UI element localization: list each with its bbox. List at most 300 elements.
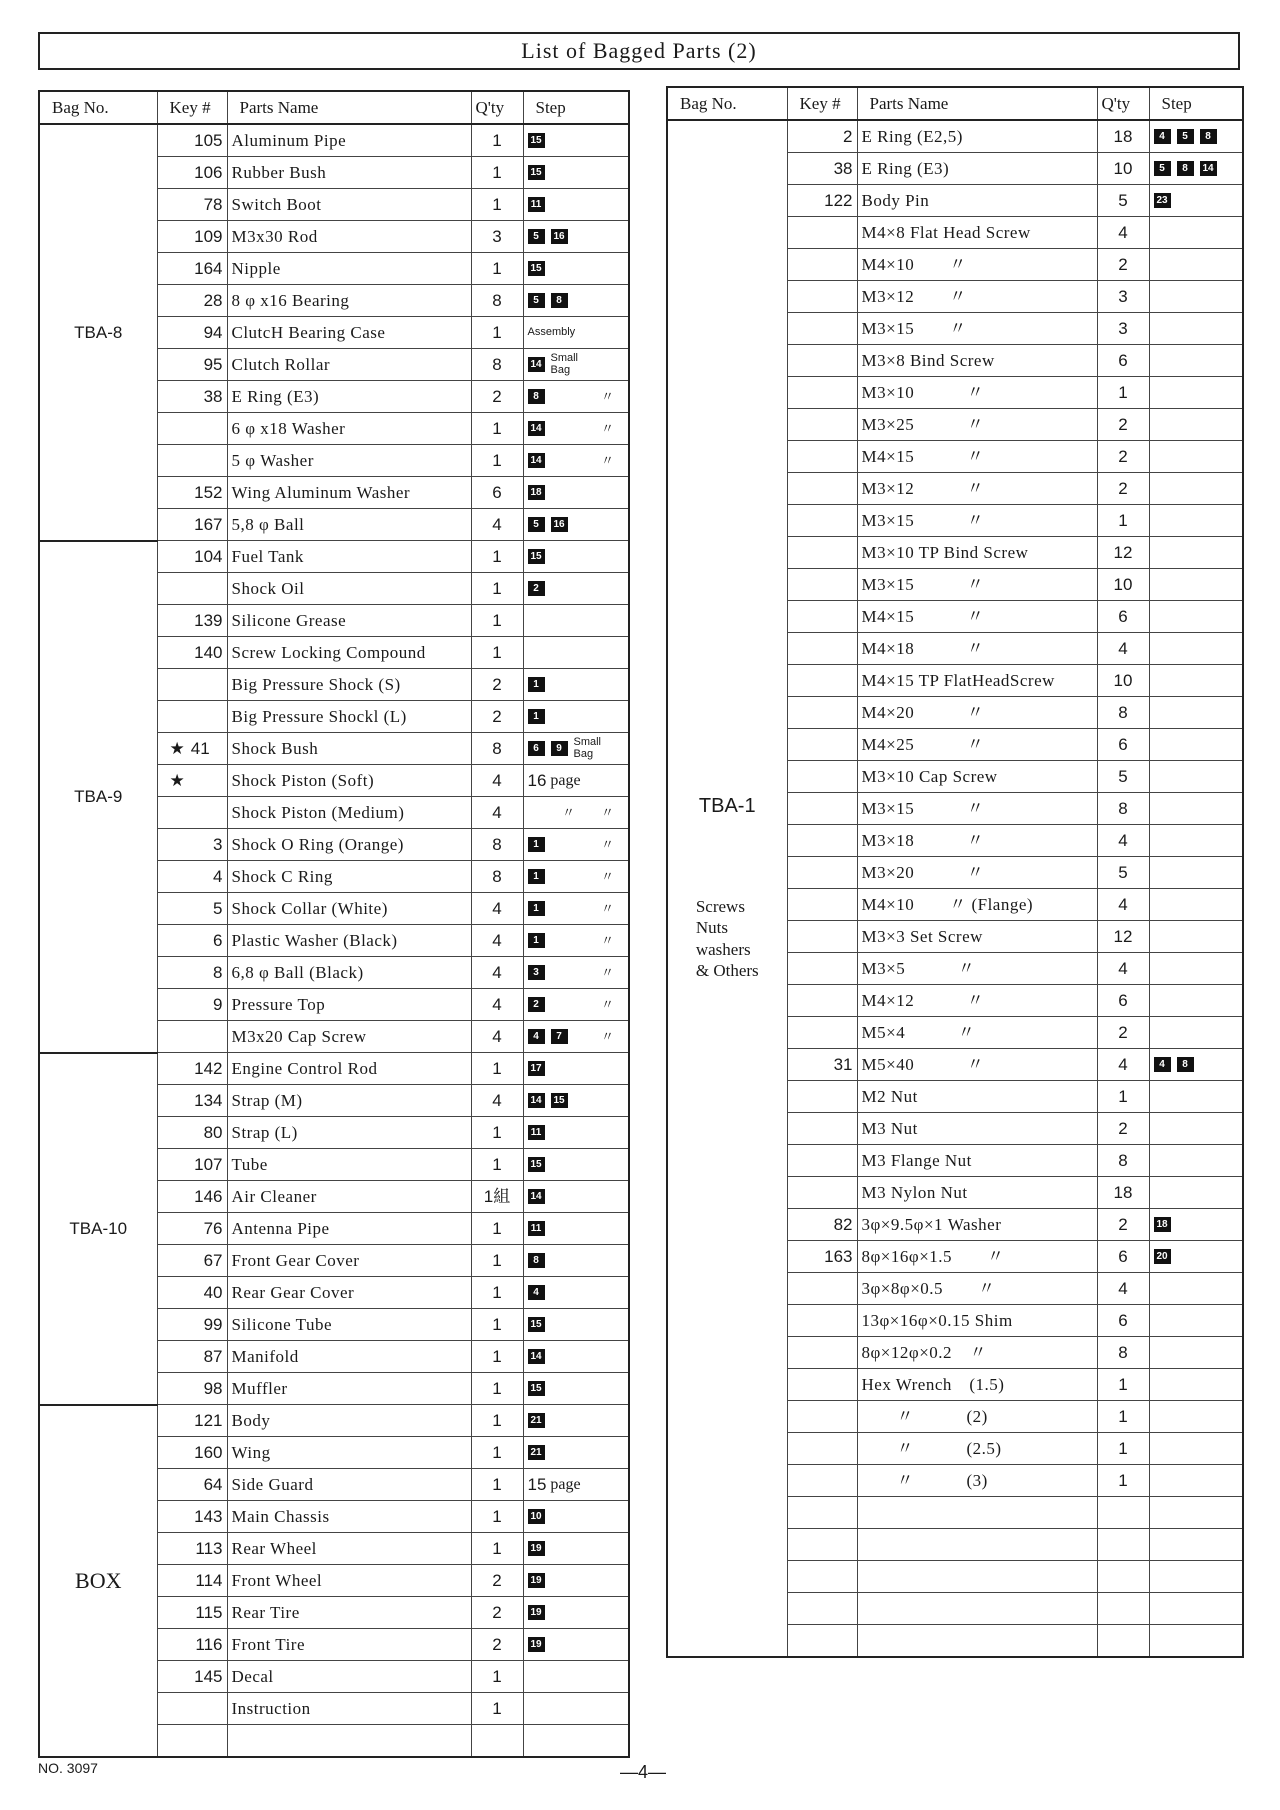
key-cell	[787, 761, 857, 793]
part-name: M3x30 Rod	[227, 221, 471, 253]
key-cell	[787, 281, 857, 313]
key-number: 122	[824, 191, 853, 210]
step-badge: 15	[528, 261, 545, 276]
step-content	[528, 1189, 625, 1204]
key-cell	[157, 1021, 227, 1053]
step-cell	[1149, 120, 1243, 153]
part-quantity: 8	[1097, 697, 1149, 729]
key-cell	[157, 1373, 227, 1405]
step-cell	[523, 957, 629, 989]
part-name: Main Chassis	[227, 1501, 471, 1533]
step-cell	[523, 1501, 629, 1533]
part-name	[857, 1497, 1097, 1529]
step-content	[528, 1476, 625, 1493]
key-cell	[787, 537, 857, 569]
step-badge: 18	[1154, 1217, 1171, 1232]
key-cell	[157, 605, 227, 637]
header-bag-no: Bag No.	[667, 87, 787, 120]
key-cell	[787, 249, 857, 281]
key-number: 145	[194, 1667, 223, 1686]
table-row	[667, 120, 1243, 153]
step-cell	[1149, 985, 1243, 1017]
key-cell	[787, 1241, 857, 1273]
step-badge: 5	[528, 293, 545, 308]
step-cell	[523, 1533, 629, 1565]
part-quantity: 8	[471, 733, 523, 765]
part-quantity: 1	[471, 1661, 523, 1693]
part-name: M5×40 〃	[857, 1049, 1097, 1081]
step-page-label: page	[550, 771, 581, 789]
step-cell	[1149, 377, 1243, 409]
step-content	[528, 1061, 625, 1076]
key-cell	[157, 285, 227, 317]
part-name: Aluminum Pipe	[227, 124, 471, 157]
table-row	[39, 541, 629, 573]
part-quantity: 1	[471, 317, 523, 349]
step-badge: 11	[528, 1125, 545, 1140]
part-quantity: 6	[1097, 1305, 1149, 1337]
step-badge: 8	[1177, 161, 1194, 176]
key-cell	[787, 1017, 857, 1049]
step-cell	[1149, 921, 1243, 953]
step-content	[528, 421, 625, 436]
key-number: 98	[203, 1379, 223, 1398]
step-cell	[1149, 441, 1243, 473]
step-badge: 14	[1200, 161, 1217, 176]
part-quantity: 18	[1097, 1177, 1149, 1209]
header-step: Step	[523, 91, 629, 124]
step-badge: 14	[528, 357, 545, 372]
part-quantity: 1	[471, 1405, 523, 1437]
part-quantity: 2	[471, 381, 523, 413]
part-quantity: 4	[1097, 1273, 1149, 1305]
part-name: M4×15 〃	[857, 441, 1097, 473]
step-cell	[523, 157, 629, 189]
key-cell	[157, 1085, 227, 1117]
step-cell	[523, 1469, 629, 1501]
key-cell	[157, 253, 227, 285]
part-quantity: 6	[471, 477, 523, 509]
step-cell	[523, 189, 629, 221]
step-cell	[523, 541, 629, 573]
step-cell	[1149, 1561, 1243, 1593]
step-badge: 3	[528, 965, 545, 980]
key-cell	[787, 1433, 857, 1465]
ditto-mark: 〃	[600, 389, 614, 404]
part-name: Rubber Bush	[227, 157, 471, 189]
part-name: M3×12 〃	[857, 281, 1097, 313]
step-cell	[1149, 1305, 1243, 1337]
part-quantity: 12	[1097, 921, 1149, 953]
part-quantity: 4	[1097, 1049, 1149, 1081]
step-content	[528, 1605, 625, 1620]
bag-number: TBA-10	[39, 1053, 157, 1405]
key-cell	[787, 409, 857, 441]
step-badge: 4	[1154, 1057, 1171, 1072]
key-cell	[157, 861, 227, 893]
step-cell	[1149, 1593, 1243, 1625]
key-cell	[787, 697, 857, 729]
step-badge: 14	[528, 453, 545, 468]
step-cell	[523, 253, 629, 285]
key-number: 152	[194, 483, 223, 502]
key-number: 80	[203, 1123, 223, 1142]
step-badge: 20	[1154, 1249, 1171, 1264]
key-cell	[787, 1497, 857, 1529]
step-badge: 4	[1154, 129, 1171, 144]
part-quantity: 1	[1097, 1369, 1149, 1401]
part-name: M5×4 〃	[857, 1017, 1097, 1049]
part-name: M4×10 〃	[857, 249, 1097, 281]
part-name: 6,8 φ Ball (Black)	[227, 957, 471, 989]
part-quantity: 1	[471, 637, 523, 669]
key-cell	[157, 1725, 227, 1758]
step-badge: 15	[528, 1157, 545, 1172]
key-number: 38	[833, 159, 853, 178]
part-name: M4×15 〃	[857, 601, 1097, 633]
header-parts-name: Parts Name	[857, 87, 1097, 120]
part-name: M3×12 〃	[857, 473, 1097, 505]
key-cell	[787, 1529, 857, 1561]
step-badge: 7	[551, 1029, 568, 1044]
part-quantity: 1	[471, 189, 523, 221]
part-name: Hex Wrench (1.5)	[857, 1369, 1097, 1401]
part-name: M4×20 〃	[857, 697, 1097, 729]
key-cell	[787, 377, 857, 409]
table-header-row	[667, 87, 1243, 120]
step-badge: 11	[528, 1221, 545, 1236]
key-number: 41	[190, 739, 210, 758]
part-name: Shock Piston (Medium)	[227, 797, 471, 829]
ditto-mark: 〃	[600, 933, 614, 948]
key-number: 95	[203, 355, 223, 374]
part-quantity: 8	[1097, 1337, 1149, 1369]
key-cell	[787, 633, 857, 665]
key-cell	[157, 925, 227, 957]
part-quantity: 1	[1097, 1465, 1149, 1497]
key-number: 106	[194, 163, 223, 182]
part-quantity: 4	[471, 925, 523, 957]
step-content	[528, 229, 625, 244]
part-quantity: 1	[471, 1117, 523, 1149]
step-badge: 1	[528, 933, 545, 948]
part-name: Strap (L)	[227, 1117, 471, 1149]
part-name: Pressure Top	[227, 989, 471, 1021]
step-content	[528, 737, 625, 760]
part-quantity: 4	[471, 1085, 523, 1117]
step-cell	[523, 797, 629, 829]
key-cell	[157, 573, 227, 605]
key-cell	[157, 957, 227, 989]
key-number: 115	[195, 1603, 223, 1622]
key-number: 28	[203, 291, 223, 310]
part-quantity: 6	[1097, 985, 1149, 1017]
step-note: Small Bag	[550, 351, 579, 376]
part-quantity: 1	[471, 1373, 523, 1405]
step-badge: 5	[528, 517, 545, 532]
step-cell	[523, 509, 629, 541]
part-quantity	[1097, 1593, 1149, 1625]
step-cell	[523, 1661, 629, 1693]
step-page-number: 15	[527, 1475, 547, 1494]
key-cell	[787, 601, 857, 633]
step-content	[528, 997, 625, 1012]
part-name	[857, 1529, 1097, 1561]
key-cell	[157, 124, 227, 157]
part-name: M3×10 Cap Screw	[857, 761, 1097, 793]
part-name: Engine Control Rod	[227, 1053, 471, 1085]
part-quantity: 2	[1097, 441, 1149, 473]
step-cell	[523, 1373, 629, 1405]
key-cell	[157, 1533, 227, 1565]
part-quantity: 1	[1097, 505, 1149, 537]
step-cell	[1149, 1113, 1243, 1145]
step-content	[528, 1253, 625, 1268]
part-quantity: 1	[471, 1341, 523, 1373]
part-quantity: 1組	[471, 1181, 523, 1213]
part-quantity: 4	[1097, 825, 1149, 857]
step-cell	[1149, 217, 1243, 249]
part-quantity: 6	[1097, 1241, 1149, 1273]
part-quantity: 6	[1097, 345, 1149, 377]
key-number: 38	[203, 387, 223, 406]
key-cell	[157, 349, 227, 381]
key-number: 31	[833, 1055, 853, 1074]
step-content	[528, 485, 625, 500]
step-content	[528, 1413, 625, 1428]
key-number: 6	[213, 931, 223, 950]
part-name: Side Guard	[227, 1469, 471, 1501]
part-name: E Ring (E3)	[857, 153, 1097, 185]
step-cell	[523, 1405, 629, 1437]
step-cell	[523, 861, 629, 893]
step-cell	[523, 1597, 629, 1629]
part-quantity: 8	[471, 285, 523, 317]
part-name: M4×18 〃	[857, 633, 1097, 665]
step-cell	[523, 1437, 629, 1469]
key-cell	[157, 1341, 227, 1373]
part-quantity: 2	[471, 1597, 523, 1629]
part-name: 8φ×16φ×1.5 〃	[857, 1241, 1097, 1273]
part-name: 5 φ Washer	[227, 445, 471, 477]
key-cell	[157, 733, 227, 765]
step-cell	[523, 1693, 629, 1725]
step-badge: 17	[528, 1061, 545, 1076]
key-cell	[157, 221, 227, 253]
step-cell	[523, 124, 629, 157]
step-cell	[523, 1725, 629, 1758]
step-cell	[523, 381, 629, 413]
part-name: M3 Nut	[857, 1113, 1097, 1145]
page-number: —4—	[620, 1762, 667, 1782]
part-quantity: 1	[471, 124, 523, 157]
part-quantity: 8	[1097, 793, 1149, 825]
part-quantity: 5	[1097, 185, 1149, 217]
step-content	[1154, 161, 1239, 176]
key-number: 116	[195, 1635, 223, 1654]
key-number: 160	[194, 1443, 223, 1462]
part-name: Switch Boot	[227, 189, 471, 221]
part-name: Shock O Ring (Orange)	[227, 829, 471, 861]
step-cell	[523, 1245, 629, 1277]
part-quantity: 4	[471, 989, 523, 1021]
key-cell	[157, 317, 227, 349]
part-name: Shock C Ring	[227, 861, 471, 893]
part-name: Wing Aluminum Washer	[227, 477, 471, 509]
step-content	[528, 133, 625, 148]
key-cell	[157, 1597, 227, 1629]
step-badge: 8	[528, 389, 545, 404]
part-name: M3×25 〃	[857, 409, 1097, 441]
step-cell	[523, 413, 629, 445]
header-step: Step	[1149, 87, 1243, 120]
part-name: 3φ×9.5φ×1 Washer	[857, 1209, 1097, 1241]
key-cell	[157, 1565, 227, 1597]
step-cell	[523, 701, 629, 733]
part-name: Clutch Rollar	[227, 349, 471, 381]
step-badge: 19	[528, 1637, 545, 1652]
key-number: 8	[213, 963, 223, 982]
part-quantity: 1	[471, 1149, 523, 1181]
part-name: Decal	[227, 1661, 471, 1693]
step-cell	[1149, 345, 1243, 377]
part-quantity: 1	[471, 413, 523, 445]
part-quantity: 8	[1097, 1145, 1149, 1177]
part-quantity: 2	[1097, 249, 1149, 281]
key-cell	[787, 505, 857, 537]
part-name: 〃 (3)	[857, 1465, 1097, 1497]
step-content	[1154, 129, 1239, 144]
part-quantity: 8	[471, 861, 523, 893]
step-content	[528, 293, 625, 308]
part-quantity: 1	[471, 253, 523, 285]
part-name: M3×8 Bind Screw	[857, 345, 1097, 377]
step-badge: 8	[551, 293, 568, 308]
key-cell	[787, 793, 857, 825]
part-name: M3 Flange Nut	[857, 1145, 1097, 1177]
step-cell	[1149, 1433, 1243, 1465]
step-badge: 6	[528, 741, 545, 756]
step-page-number: 16	[527, 771, 547, 790]
part-quantity: 3	[1097, 313, 1149, 345]
part-quantity: 4	[471, 893, 523, 925]
key-cell	[787, 185, 857, 217]
key-cell	[787, 1401, 857, 1433]
key-number: 139	[194, 611, 223, 630]
step-cell	[1149, 313, 1243, 345]
part-name: ClutcH Bearing Case	[227, 317, 471, 349]
part-quantity: 5	[1097, 761, 1149, 793]
key-cell	[157, 1309, 227, 1341]
key-cell	[157, 1053, 227, 1085]
part-name: Wing	[227, 1437, 471, 1469]
key-number: 146	[194, 1187, 223, 1206]
part-quantity: 1	[471, 1501, 523, 1533]
key-cell	[787, 729, 857, 761]
key-cell	[787, 441, 857, 473]
key-cell	[157, 701, 227, 733]
part-name: Rear Wheel	[227, 1533, 471, 1565]
page-title: List of Bagged Parts (2)	[38, 32, 1240, 70]
part-quantity: 4	[1097, 953, 1149, 985]
step-badge: 1	[528, 901, 545, 916]
step-badge: 23	[1154, 193, 1171, 208]
step-content	[528, 165, 625, 180]
step-cell	[523, 765, 629, 797]
ditto-mark: 〃	[600, 421, 614, 436]
step-cell	[1149, 697, 1243, 729]
key-cell	[157, 1149, 227, 1181]
part-quantity	[1097, 1625, 1149, 1658]
part-name: Big Pressure Shock (S)	[227, 669, 471, 701]
key-cell	[157, 413, 227, 445]
step-badge: 1	[528, 837, 545, 852]
step-cell	[1149, 537, 1243, 569]
step-badge: 14	[528, 421, 545, 436]
part-quantity: 4	[471, 765, 523, 797]
step-cell	[523, 477, 629, 509]
key-cell	[787, 1369, 857, 1401]
key-cell	[157, 1277, 227, 1309]
key-cell	[787, 1177, 857, 1209]
key-number: 2	[843, 127, 853, 146]
step-content	[528, 677, 625, 692]
key-cell	[787, 1625, 857, 1658]
step-cell	[1149, 1497, 1243, 1529]
step-cell	[1149, 793, 1243, 825]
part-quantity: 18	[1097, 120, 1149, 153]
step-cell	[1149, 505, 1243, 537]
part-quantity: 3	[1097, 281, 1149, 313]
part-quantity: 1	[471, 1213, 523, 1245]
step-cell	[1149, 729, 1243, 761]
part-quantity: 1	[1097, 377, 1149, 409]
step-cell	[523, 1085, 629, 1117]
step-cell	[523, 1213, 629, 1245]
step-cell	[523, 1277, 629, 1309]
key-number: 143	[194, 1507, 223, 1526]
step-badge: 4	[528, 1285, 545, 1300]
key-number: 164	[194, 259, 223, 278]
part-quantity: 2	[1097, 1209, 1149, 1241]
step-cell	[1149, 281, 1243, 313]
key-cell	[157, 541, 227, 573]
part-quantity: 1	[471, 1309, 523, 1341]
part-quantity: 4	[471, 957, 523, 989]
step-note: Assembly	[527, 325, 576, 338]
part-quantity: 1	[471, 1469, 523, 1501]
step-badge: 15	[551, 1093, 568, 1108]
key-cell	[157, 1693, 227, 1725]
key-cell	[157, 157, 227, 189]
step-content	[1154, 1217, 1239, 1232]
step-content	[528, 1573, 625, 1588]
part-name: Screw Locking Compound	[227, 637, 471, 669]
step-content	[528, 1029, 625, 1044]
step-cell	[1149, 249, 1243, 281]
key-number: 134	[194, 1091, 223, 1110]
step-cell	[1149, 409, 1243, 441]
part-name: E Ring (E2,5)	[857, 120, 1097, 153]
step-cell	[1149, 1369, 1243, 1401]
key-number: 78	[203, 195, 223, 214]
part-name: Shock Oil	[227, 573, 471, 605]
part-name: E Ring (E3)	[227, 381, 471, 413]
step-cell	[523, 1021, 629, 1053]
part-quantity: 1	[471, 1533, 523, 1565]
part-name	[857, 1593, 1097, 1625]
part-name: 8φ×12φ×0.2 〃	[857, 1337, 1097, 1369]
